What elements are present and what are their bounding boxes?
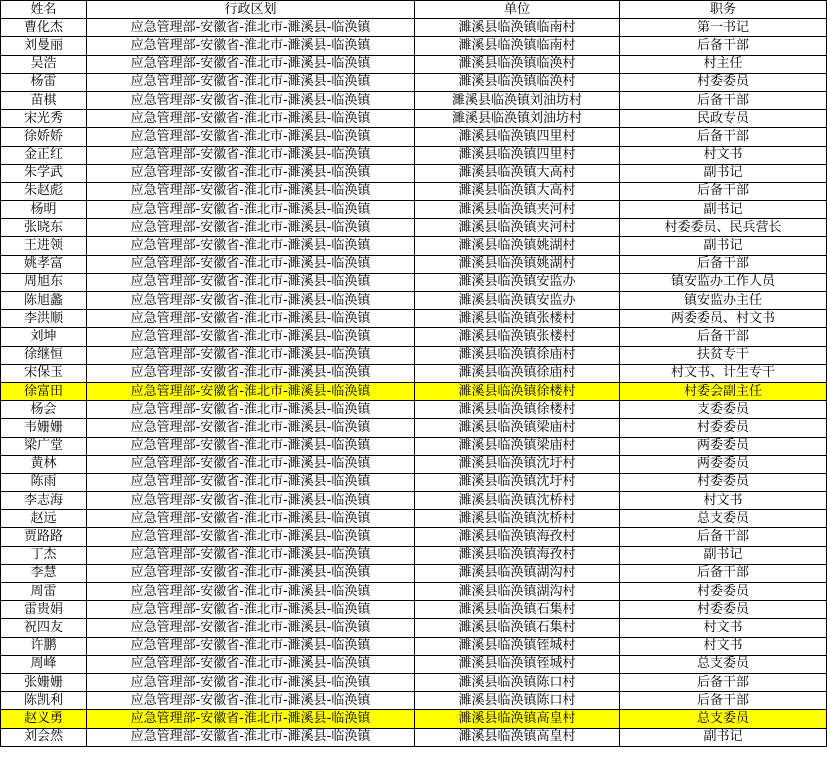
table-row: [1, 310, 827, 328]
table-row: [1, 419, 827, 437]
cell-unit[interactable]: 濉溪县临涣镇沈圩村: [415, 473, 620, 491]
cell-region[interactable]: 应急管理部-安徽省-淮北市-濉溪县-临涣镇: [87, 382, 415, 400]
cell-title[interactable]: 村委委员: [620, 473, 827, 491]
cell-name[interactable]: 雷贵娟: [1, 601, 87, 619]
cell-unit[interactable]: 濉溪县临涣镇临南村: [415, 37, 620, 55]
cell-unit[interactable]: 濉溪县临涣镇沈圩村: [415, 455, 620, 473]
cell-name[interactable]: 苗棋: [1, 91, 87, 109]
cell-unit[interactable]: 濉溪县临涣镇临涣村: [415, 55, 620, 73]
cell-unit[interactable]: 濉溪县临涣镇铚城村: [415, 637, 620, 655]
cell-unit[interactable]: 濉溪县临涣镇湖沟村: [415, 583, 620, 601]
cell-title[interactable]: 副书记: [620, 546, 827, 564]
cell-unit[interactable]: 濉溪县临涣镇大高村: [415, 164, 620, 182]
table-row: [1, 182, 827, 200]
cell-name[interactable]: 吴浩: [1, 55, 87, 73]
header-name[interactable]: 姓名: [1, 1, 87, 19]
cell-unit[interactable]: 濉溪县临涣镇石集村: [415, 601, 620, 619]
cell-name[interactable]: 曹化杰: [1, 19, 87, 37]
cell-unit[interactable]: 濉溪县临涣镇高皇村: [415, 710, 620, 728]
cell-title[interactable]: 民政专员: [620, 110, 827, 128]
cell-region[interactable]: 应急管理部-安徽省-淮北市-濉溪县-临涣镇: [87, 437, 415, 455]
cell-name[interactable]: 王进领: [1, 237, 87, 255]
cell-region[interactable]: 应急管理部-安徽省-淮北市-濉溪县-临涣镇: [87, 164, 415, 182]
cell-unit[interactable]: 濉溪县临涣镇陈口村: [415, 673, 620, 691]
table-row: [1, 110, 827, 128]
cell-name[interactable]: 宋保玉: [1, 364, 87, 382]
header-row: [1, 1, 827, 19]
cell-name[interactable]: 徐富田: [1, 382, 87, 400]
table-row: [1, 346, 827, 364]
cell-unit[interactable]: 濉溪县临涣镇徐楼村: [415, 382, 620, 400]
cell-region[interactable]: 应急管理部-安徽省-淮北市-濉溪县-临涣镇: [87, 510, 415, 528]
cell-unit[interactable]: 濉溪县临涣镇高皇村: [415, 728, 620, 746]
cell-unit[interactable]: 濉溪县临涣镇临南村: [415, 19, 620, 37]
cell-unit[interactable]: 濉溪县临涣镇徐楼村: [415, 401, 620, 419]
cell-name[interactable]: 刘曼丽: [1, 37, 87, 55]
table-row: [1, 73, 827, 91]
cell-region[interactable]: 应急管理部-安徽省-淮北市-濉溪县-临涣镇: [87, 673, 415, 691]
cell-region[interactable]: 应急管理部-安徽省-淮北市-濉溪县-临涣镇: [87, 328, 415, 346]
cell-title[interactable]: 村委委员: [620, 73, 827, 91]
cell-name[interactable]: 陈雨: [1, 473, 87, 491]
cell-title[interactable]: 村文书: [620, 492, 827, 510]
cell-region[interactable]: 应急管理部-安徽省-淮北市-濉溪县-临涣镇: [87, 55, 415, 73]
cell-region[interactable]: 应急管理部-安徽省-淮北市-濉溪县-临涣镇: [87, 146, 415, 164]
header-region[interactable]: 行政区划: [87, 1, 415, 19]
cell-name[interactable]: 杨会: [1, 401, 87, 419]
cell-name[interactable]: 李洪顺: [1, 310, 87, 328]
cell-region[interactable]: 应急管理部-安徽省-淮北市-濉溪县-临涣镇: [87, 583, 415, 601]
cell-region[interactable]: 应急管理部-安徽省-淮北市-濉溪县-临涣镇: [87, 637, 415, 655]
cell-region[interactable]: 应急管理部-安徽省-淮北市-濉溪县-临涣镇: [87, 273, 415, 291]
cell-title[interactable]: 两委委员、村文书: [620, 310, 827, 328]
cell-title[interactable]: 村委委员、民兵营长: [620, 219, 827, 237]
cell-unit[interactable]: 濉溪县临涣镇徐庙村: [415, 364, 620, 382]
table-row: [1, 437, 827, 455]
cell-title[interactable]: 第一书记: [620, 19, 827, 37]
cell-title[interactable]: 镇安监办工作人员: [620, 273, 827, 291]
table-row: [1, 55, 827, 73]
table-row: [1, 510, 827, 528]
cell-name[interactable]: 赵义勇: [1, 710, 87, 728]
cell-name[interactable]: 朱学武: [1, 164, 87, 182]
table-row: [1, 601, 827, 619]
cell-name[interactable]: 丁杰: [1, 546, 87, 564]
table-row: [1, 382, 827, 400]
header-unit[interactable]: 单位: [415, 1, 620, 19]
cell-unit[interactable]: 濉溪县临涣镇陈口村: [415, 692, 620, 710]
cell-title[interactable]: 扶贫专干: [620, 346, 827, 364]
cell-region[interactable]: 应急管理部-安徽省-淮北市-濉溪县-临涣镇: [87, 546, 415, 564]
cell-title[interactable]: 村委会副主任: [620, 382, 827, 400]
cell-title[interactable]: 后备干部: [620, 37, 827, 55]
cell-region[interactable]: 应急管理部-安徽省-淮北市-濉溪县-临涣镇: [87, 255, 415, 273]
cell-title[interactable]: 后备干部: [620, 528, 827, 546]
cell-title[interactable]: 村委委员: [620, 419, 827, 437]
table-row: [1, 201, 827, 219]
roster-body: [1, 19, 827, 747]
cell-unit[interactable]: 濉溪县临涣镇安监办: [415, 273, 620, 291]
cell-name[interactable]: 梁广堂: [1, 437, 87, 455]
cell-title[interactable]: 两委委员: [620, 455, 827, 473]
cell-title[interactable]: 后备干部: [620, 128, 827, 146]
cell-title[interactable]: 后备干部: [620, 182, 827, 200]
cell-region[interactable]: 应急管理部-安徽省-淮北市-濉溪县-临涣镇: [87, 364, 415, 382]
table-row: [1, 37, 827, 55]
table-row: [1, 619, 827, 637]
table-row: [1, 91, 827, 109]
cell-region[interactable]: 应急管理部-安徽省-淮北市-濉溪县-临涣镇: [87, 528, 415, 546]
cell-title[interactable]: 村文书: [620, 637, 827, 655]
cell-name[interactable]: 韦姗姗: [1, 419, 87, 437]
cell-name[interactable]: 周旭东: [1, 273, 87, 291]
table-row: [1, 146, 827, 164]
cell-unit[interactable]: 濉溪县临涣镇沈桥村: [415, 510, 620, 528]
cell-region[interactable]: 应急管理部-安徽省-淮北市-濉溪县-临涣镇: [87, 110, 415, 128]
cell-name[interactable]: 宋光秀: [1, 110, 87, 128]
cell-name[interactable]: 周雷: [1, 583, 87, 601]
cell-title[interactable]: 村委委员: [620, 583, 827, 601]
cell-unit[interactable]: 濉溪县临涣镇海孜村: [415, 546, 620, 564]
cell-region[interactable]: 应急管理部-安徽省-淮北市-濉溪县-临涣镇: [87, 182, 415, 200]
cell-name[interactable]: 陈旭蠡: [1, 292, 87, 310]
cell-title[interactable]: 两委委员: [620, 437, 827, 455]
cell-title[interactable]: 总支委员: [620, 510, 827, 528]
cell-region[interactable]: 应急管理部-安徽省-淮北市-濉溪县-临涣镇: [87, 310, 415, 328]
cell-name[interactable]: 李慧: [1, 564, 87, 582]
cell-name[interactable]: 徐继恒: [1, 346, 87, 364]
cell-title[interactable]: 后备干部: [620, 692, 827, 710]
cell-title[interactable]: 村主任: [620, 55, 827, 73]
cell-region[interactable]: 应急管理部-安徽省-淮北市-濉溪县-临涣镇: [87, 237, 415, 255]
cell-name[interactable]: 祝四友: [1, 619, 87, 637]
cell-name[interactable]: 姚孝富: [1, 255, 87, 273]
cell-name[interactable]: 周峰: [1, 655, 87, 673]
cell-name[interactable]: 朱赵彪: [1, 182, 87, 200]
cell-name[interactable]: 张姗姗: [1, 673, 87, 691]
cell-title[interactable]: 支委委员: [620, 401, 827, 419]
table-row: [1, 673, 827, 691]
cell-title[interactable]: 副书记: [620, 164, 827, 182]
cell-region[interactable]: 应急管理部-安徽省-淮北市-濉溪县-临涣镇: [87, 91, 415, 109]
cell-unit[interactable]: 濉溪县临涣镇临涣村: [415, 73, 620, 91]
cell-unit[interactable]: 濉溪县临涣镇张楼村: [415, 310, 620, 328]
cell-region[interactable]: 应急管理部-安徽省-淮北市-濉溪县-临涣镇: [87, 710, 415, 728]
cell-unit[interactable]: 濉溪县临涣镇铚城村: [415, 655, 620, 673]
cell-region[interactable]: 应急管理部-安徽省-淮北市-濉溪县-临涣镇: [87, 37, 415, 55]
table-row: [1, 292, 827, 310]
cell-unit[interactable]: 濉溪县临涣镇大高村: [415, 182, 620, 200]
table-row: [1, 237, 827, 255]
cell-region[interactable]: 应急管理部-安徽省-淮北市-濉溪县-临涣镇: [87, 73, 415, 91]
cell-unit[interactable]: 濉溪县临涣镇姚湖村: [415, 237, 620, 255]
cell-unit[interactable]: 濉溪县临涣镇刘油坊村: [415, 91, 620, 109]
cell-unit[interactable]: 濉溪县临涣镇四里村: [415, 128, 620, 146]
cell-unit[interactable]: 濉溪县临涣镇沈桥村: [415, 492, 620, 510]
table-row: [1, 473, 827, 491]
table-row: [1, 655, 827, 673]
table-row: [1, 328, 827, 346]
cell-name[interactable]: 刘坤: [1, 328, 87, 346]
cell-unit[interactable]: 濉溪县临涣镇夹河村: [415, 219, 620, 237]
table-row: [1, 637, 827, 655]
cell-unit[interactable]: 濉溪县临涣镇刘油坊村: [415, 110, 620, 128]
cell-title[interactable]: 后备干部: [620, 328, 827, 346]
table-row: [1, 273, 827, 291]
cell-title[interactable]: 后备干部: [620, 673, 827, 691]
cell-name[interactable]: 许鹏: [1, 637, 87, 655]
table-row: [1, 401, 827, 419]
cell-unit[interactable]: 濉溪县临涣镇夹河村: [415, 201, 620, 219]
cell-unit[interactable]: 濉溪县临涣镇海孜村: [415, 528, 620, 546]
table-row: [1, 164, 827, 182]
cell-region[interactable]: 应急管理部-安徽省-淮北市-濉溪县-临涣镇: [87, 346, 415, 364]
cell-title[interactable]: 副书记: [620, 201, 827, 219]
cell-region[interactable]: 应急管理部-安徽省-淮北市-濉溪县-临涣镇: [87, 473, 415, 491]
cell-region[interactable]: 应急管理部-安徽省-淮北市-濉溪县-临涣镇: [87, 728, 415, 746]
cell-region[interactable]: 应急管理部-安徽省-淮北市-濉溪县-临涣镇: [87, 401, 415, 419]
cell-region[interactable]: 应急管理部-安徽省-淮北市-濉溪县-临涣镇: [87, 128, 415, 146]
cell-name[interactable]: 张晓东: [1, 219, 87, 237]
table-row: [1, 728, 827, 746]
cell-region[interactable]: 应急管理部-安徽省-淮北市-濉溪县-临涣镇: [87, 201, 415, 219]
cell-unit[interactable]: 濉溪县临涣镇徐庙村: [415, 346, 620, 364]
table-row: [1, 364, 827, 382]
cell-name[interactable]: 徐娇娇: [1, 128, 87, 146]
cell-title[interactable]: 后备干部: [620, 91, 827, 109]
cell-title[interactable]: 后备干部: [620, 255, 827, 273]
table-row: [1, 255, 827, 273]
table-row: [1, 583, 827, 601]
table-row: [1, 564, 827, 582]
cell-region[interactable]: 应急管理部-安徽省-淮北市-濉溪县-临涣镇: [87, 419, 415, 437]
cell-title[interactable]: 副书记: [620, 728, 827, 746]
cell-name[interactable]: 陈凯利: [1, 692, 87, 710]
table-row: [1, 528, 827, 546]
cell-title[interactable]: 总支委员: [620, 710, 827, 728]
table-row: [1, 128, 827, 146]
table-row: [1, 546, 827, 564]
cell-region[interactable]: 应急管理部-安徽省-淮北市-濉溪县-临涣镇: [87, 619, 415, 637]
cell-unit[interactable]: 濉溪县临涣镇姚湖村: [415, 255, 620, 273]
cell-unit[interactable]: 濉溪县临涣镇张楼村: [415, 328, 620, 346]
cell-name[interactable]: 黄林: [1, 455, 87, 473]
cell-title[interactable]: 村文书: [620, 619, 827, 637]
cell-title[interactable]: 村文书: [620, 146, 827, 164]
cell-unit[interactable]: 濉溪县临涣镇安监办: [415, 292, 620, 310]
cell-name[interactable]: 赵远: [1, 510, 87, 528]
cell-region[interactable]: 应急管理部-安徽省-淮北市-濉溪县-临涣镇: [87, 19, 415, 37]
table-row: [1, 710, 827, 728]
cell-region[interactable]: 应急管理部-安徽省-淮北市-濉溪县-临涣镇: [87, 292, 415, 310]
cell-title[interactable]: 后备干部: [620, 564, 827, 582]
cell-title[interactable]: 副书记: [620, 237, 827, 255]
cell-name[interactable]: 贾路路: [1, 528, 87, 546]
cell-name[interactable]: 杨明: [1, 201, 87, 219]
cell-unit[interactable]: 濉溪县临涣镇梁庙村: [415, 419, 620, 437]
cell-title[interactable]: 总支委员: [620, 655, 827, 673]
cell-region[interactable]: 应急管理部-安徽省-淮北市-濉溪县-临涣镇: [87, 219, 415, 237]
table-row: [1, 219, 827, 237]
cell-title[interactable]: 镇安监办主任: [620, 292, 827, 310]
cell-unit[interactable]: 濉溪县临涣镇四里村: [415, 146, 620, 164]
cell-region[interactable]: 应急管理部-安徽省-淮北市-濉溪县-临涣镇: [87, 564, 415, 582]
cell-unit[interactable]: 濉溪县临涣镇湖沟村: [415, 564, 620, 582]
cell-name[interactable]: 金正红: [1, 146, 87, 164]
cell-region[interactable]: 应急管理部-安徽省-淮北市-濉溪县-临涣镇: [87, 655, 415, 673]
cell-region[interactable]: 应急管理部-安徽省-淮北市-濉溪县-临涣镇: [87, 692, 415, 710]
table-row: [1, 692, 827, 710]
cell-title[interactable]: 村委委员: [620, 601, 827, 619]
cell-name[interactable]: 杨雷: [1, 73, 87, 91]
cell-title[interactable]: 村文书、计生专干: [620, 364, 827, 382]
cell-unit[interactable]: 濉溪县临涣镇石集村: [415, 619, 620, 637]
table-row: [1, 19, 827, 37]
cell-name[interactable]: 李志海: [1, 492, 87, 510]
cell-region[interactable]: 应急管理部-安徽省-淮北市-濉溪县-临涣镇: [87, 492, 415, 510]
table-row: [1, 492, 827, 510]
cell-region[interactable]: 应急管理部-安徽省-淮北市-濉溪县-临涣镇: [87, 455, 415, 473]
cell-unit[interactable]: 濉溪县临涣镇梁庙村: [415, 437, 620, 455]
header-title[interactable]: 职务: [620, 1, 827, 19]
cell-region[interactable]: 应急管理部-安徽省-淮北市-濉溪县-临涣镇: [87, 601, 415, 619]
cell-name[interactable]: 刘会然: [1, 728, 87, 746]
table-row: [1, 455, 827, 473]
